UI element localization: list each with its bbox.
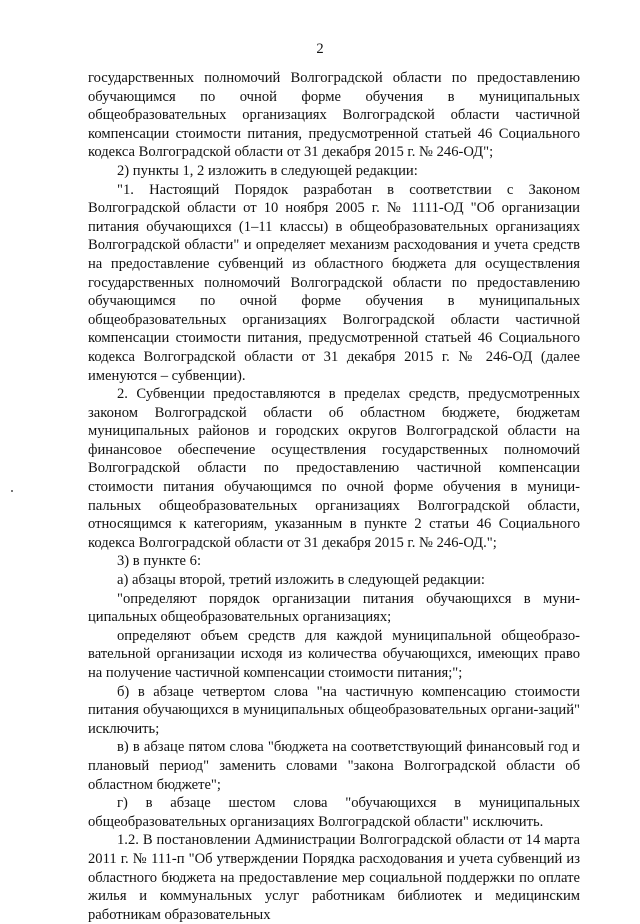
paragraph: 1.2. В постановлении Администрации Волгоградской области от 14 марта 2011 г. № 111-п "Об утверждении Порядка расходования и учета субвенций из областного бюджета на предоставление мер социальной поддержки по оплате жилья и коммунальных услуг работникам библиотек и медицинским работникам образовательных [88, 832, 580, 923]
paragraph: "определяют порядок организации питания обучающихся в муни-ципальных общеобразовательных организациях; [88, 590, 580, 626]
paragraph: 2) пункты 1, 2 изложить в следующей редакции: [117, 162, 418, 179]
paragraph: "1. Настоящий Порядок разработан в соответствии с Законом Волгоградской области от 10 ноября 2005 г. № 1111-ОД "Об организации питания обучающихся (1–11 классы) в общеобразовательных организациях Волгоградской области" и определяет механизм расходования и учета средств на предоставление субвенций из областного бюджета для осуществления государственных полномочий Волгоградской области по предоставлению обучающимся по очной форме обучения в муниципальных общеобразовательных организациях Волгоградской области частичной компенсации стоимости питания, предусмотренной статьей 46 Социального кодекса Волгоградской области от 31 декабря 2015 г. № 246-ОД (далее именуются – субвенции). [88, 181, 580, 384]
paragraph: определяют объем средств для каждой муниципальной общеобразо-вательной организации исходя из количества обучающихся, имеющих право на получение частичной компенсации стоимости питания;"; [88, 627, 580, 681]
paragraph: в) в абзаце пятом слова "бюджета на соответствующий финансовый год и плановый период" заменить словами "закона Волгоградской области об областном бюджете"; [88, 739, 580, 793]
paragraph: г) в абзаце шестом слова "обучающихся в муниципальных общеобразовательных организациях Волгоградской области" исключить. [88, 795, 580, 830]
paragraph: а) абзацы второй, третий изложить в следующей редакции: [117, 572, 485, 589]
paragraph: государственных полномочий Волгоградской области по предоставлению обучающимся по очной форме обучения в муниципальных общеобразовательных организациях Волгоградской области частичной компенсации стоимости питания, предусмотренной статьей 46 Социального кодекса Волгоградской области от 31 декабря 2015 г. № 246-ОД"; [88, 70, 580, 161]
margin-speck [11, 490, 13, 492]
paragraph: 2. Субвенции предоставляются в пределах средств, предусмотренных законом Волгоградской области об областном бюджете, бюджетам муниципальных районов и городских округов Волгоградской области на финансовое обеспечение осуществления государственных полномочий Волгоградской области по предоставлению частичной компенсации стоимости питания обучающимся по очной форме обучения в муници-пальных общеобразовательных организациях Волгоградской области, относящимся к категориям, указанным в пункте 2 статьи 46 Социального кодекса Волгоградской области от 31 декабря 2015 г. № 246-ОД."; [88, 386, 580, 551]
paragraph: 3) в пункте 6: [117, 553, 202, 570]
paragraph: б) в абзаце четвертом слова "на частичную компенсацию стоимости питания обучающихся в муниципальных общеобразовательных органи-заций" исключить; [88, 683, 580, 737]
page-number: 2 [316, 41, 324, 57]
document-body [88, 69, 580, 924]
